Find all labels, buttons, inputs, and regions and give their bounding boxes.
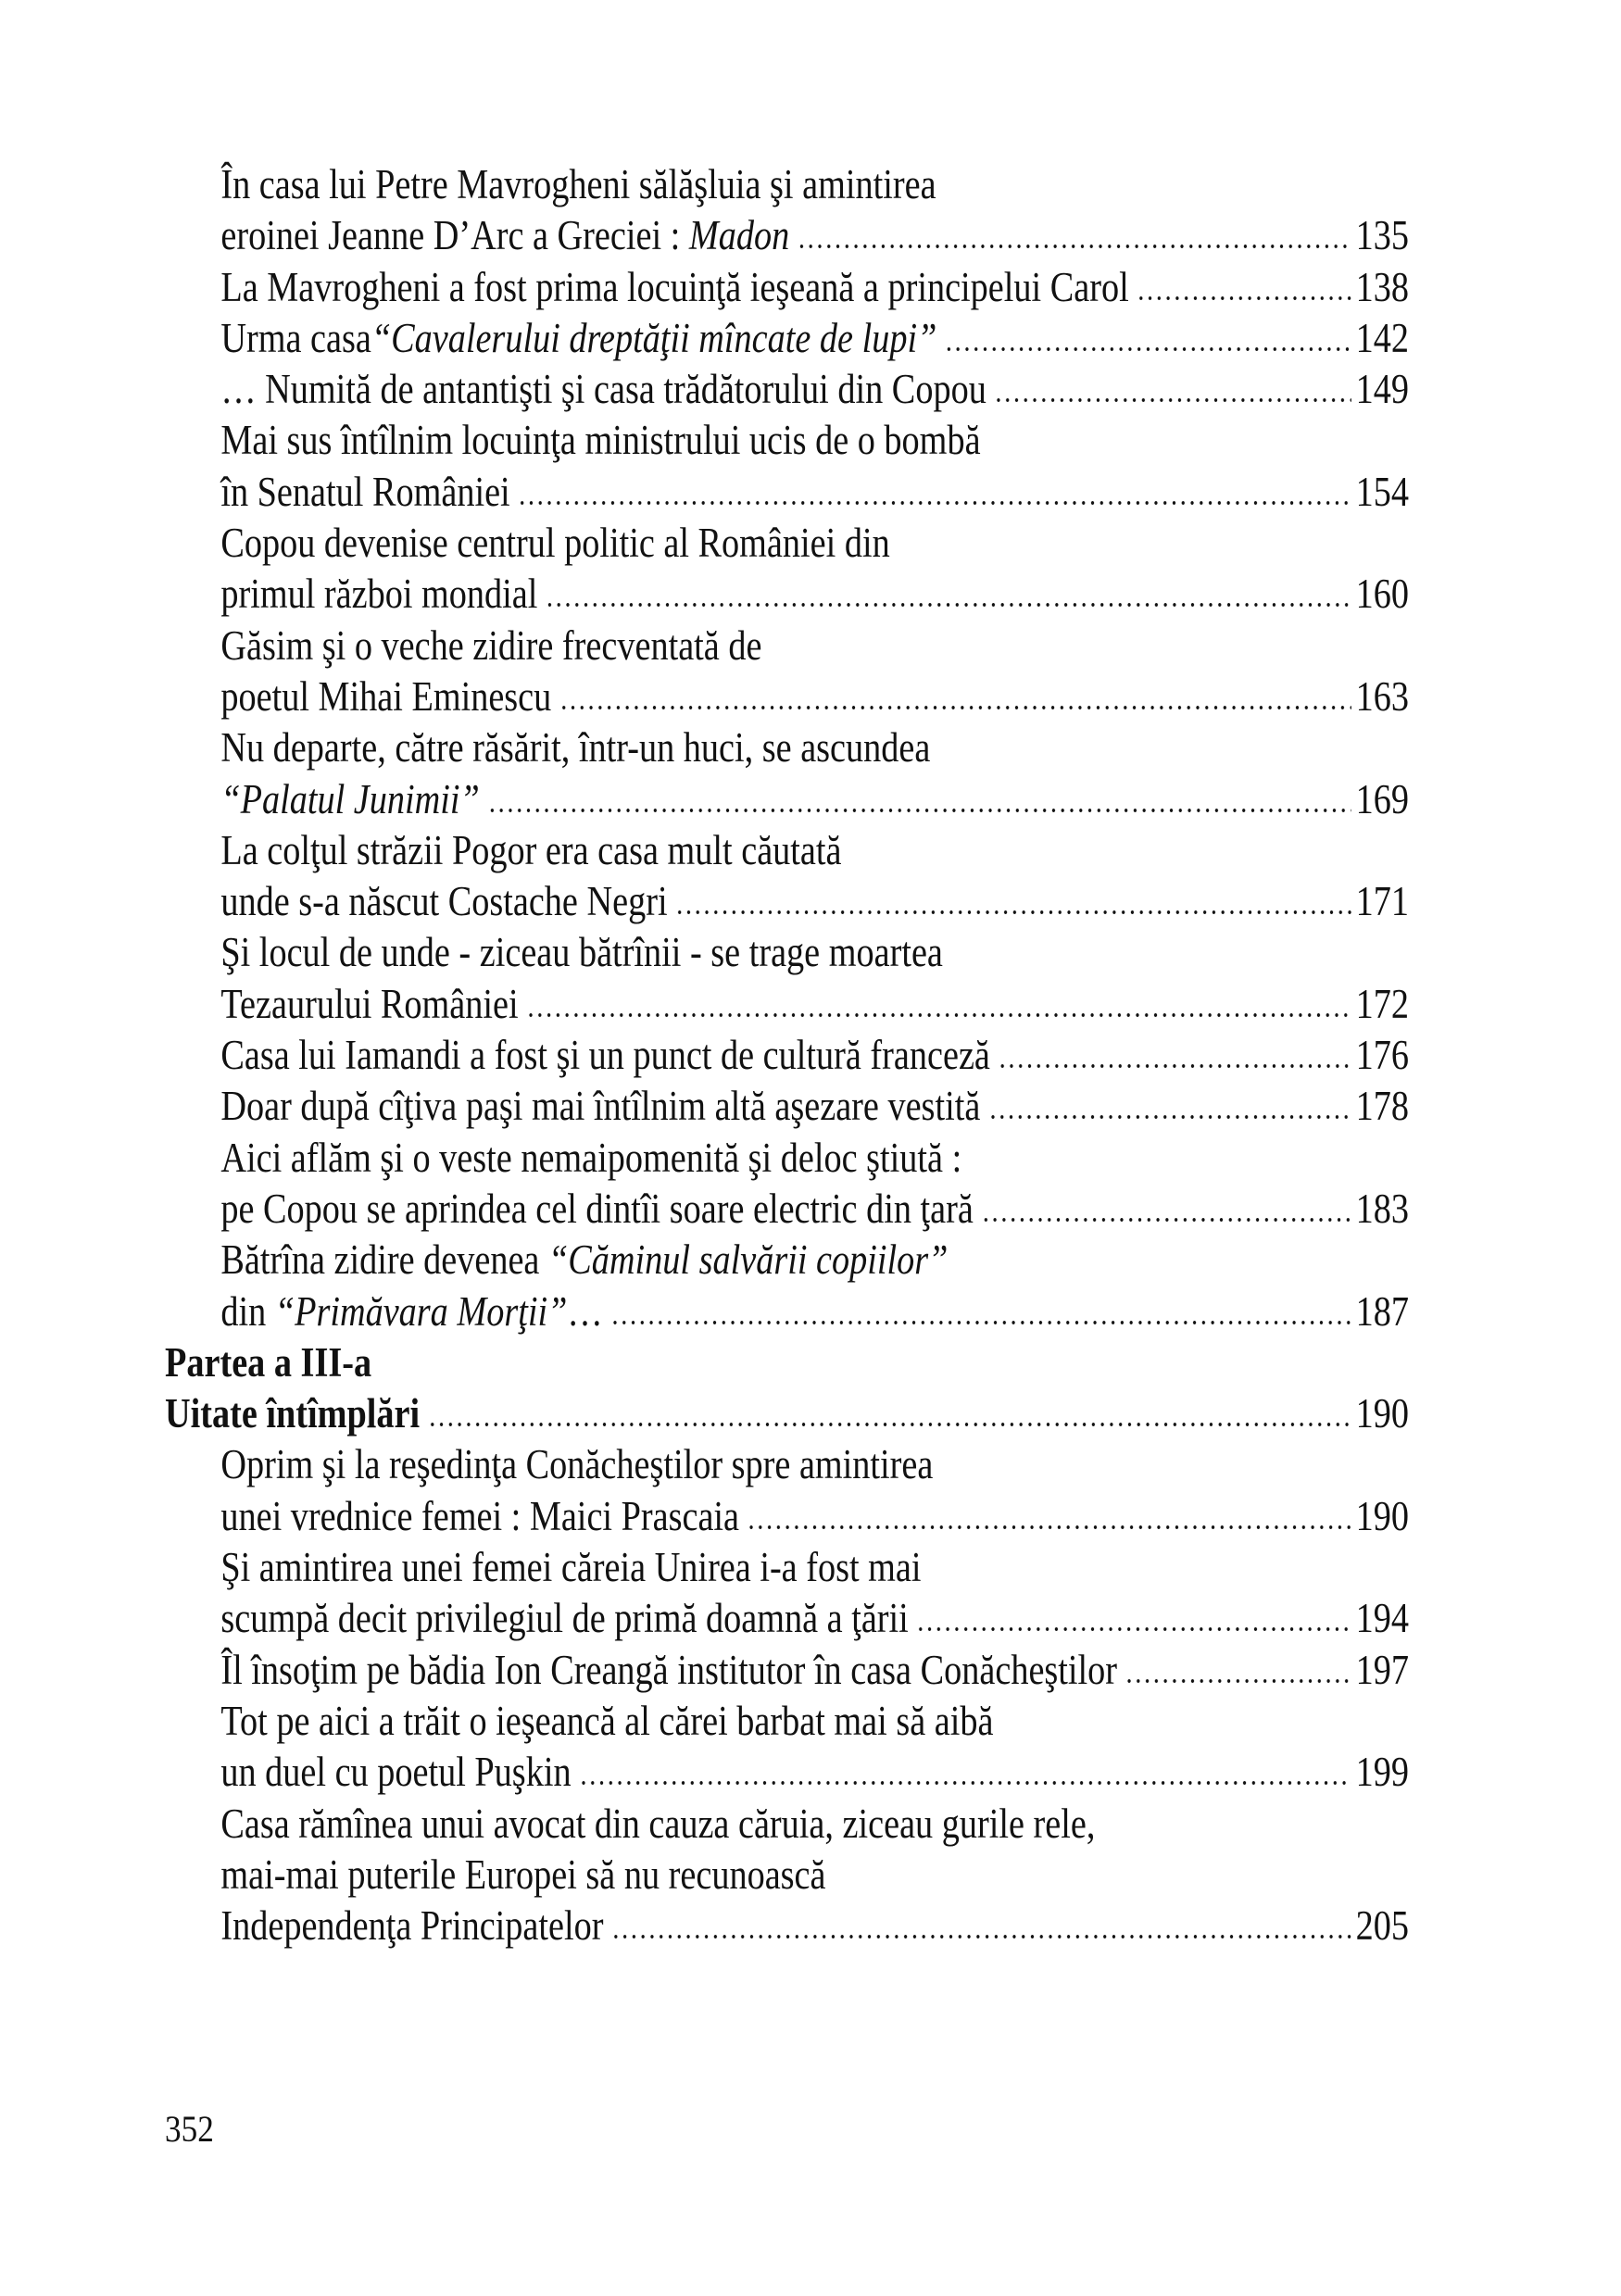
dot-leader bbox=[559, 701, 1351, 710]
entry-title: unde s-a născut Costache Negri bbox=[220, 878, 668, 925]
entry-title: mai-mai puterile Europei să nu recunoască bbox=[220, 1851, 826, 1898]
dot-leader bbox=[675, 906, 1351, 915]
entry-title: pe Copou se aprindea cel dintîi soare electric din ţară bbox=[220, 1185, 974, 1232]
entry-title: La colţul străzii Pogor era casa mult căutată bbox=[220, 826, 842, 873]
entry-title: Partea a III-a bbox=[165, 1338, 372, 1386]
entry-title: Copou devenise centrul politic al României din bbox=[220, 520, 890, 567]
toc-entry-line bbox=[165, 159, 1409, 210]
entry-title: Uitate întîmplări bbox=[165, 1390, 421, 1437]
dot-leader bbox=[945, 343, 1351, 352]
dot-leader bbox=[748, 1521, 1351, 1530]
toc-entry-line bbox=[165, 1645, 1409, 1696]
dot-leader bbox=[546, 598, 1351, 608]
entry-page-number: 199 bbox=[1355, 1749, 1409, 1796]
toc-entry-line bbox=[165, 621, 1409, 671]
toc-entry-line bbox=[165, 1081, 1409, 1132]
entry-title: Tezaurului României bbox=[220, 980, 519, 1027]
toc-entry-line bbox=[165, 1439, 1409, 1490]
entry-page-number: 190 bbox=[1355, 1492, 1409, 1539]
toc-entry-line bbox=[165, 415, 1409, 466]
entry-title: În casa lui Petre Mavrogheni sălăşluia şi amintirea bbox=[220, 161, 936, 207]
entry-page-number: 205 bbox=[1355, 1902, 1409, 1950]
toc-entry-line bbox=[165, 979, 1409, 1030]
dot-leader bbox=[981, 1213, 1351, 1223]
entry-page-number: 138 bbox=[1355, 263, 1409, 310]
page-number: 352 bbox=[165, 2108, 214, 2150]
entry-title: Găsim şi o veche zidire frecventată de bbox=[220, 621, 762, 669]
dot-leader bbox=[1125, 1675, 1351, 1684]
toc-entry-line bbox=[165, 210, 1409, 261]
toc-entry-line bbox=[165, 1133, 1409, 1184]
toc-part-heading bbox=[165, 1337, 1409, 1388]
entry-title-italic: “Cavalerului dreptăţii mîncate de lupi” bbox=[371, 314, 937, 361]
dot-leader bbox=[1137, 292, 1351, 301]
toc-entry-line bbox=[165, 774, 1409, 825]
entry-page-number: 178 bbox=[1355, 1083, 1409, 1130]
entry-page-number: 172 bbox=[1355, 980, 1409, 1027]
toc-entry-line bbox=[165, 313, 1409, 364]
toc-part-heading bbox=[165, 1388, 1409, 1439]
entry-title: … bbox=[567, 1287, 603, 1335]
entry-title-italic: “Căminul salvării copiilor” bbox=[547, 1236, 949, 1284]
entry-title: Bătrîna zidire devenea bbox=[220, 1236, 548, 1284]
entry-page-number: 176 bbox=[1355, 1032, 1409, 1079]
entry-title: Mai sus întîlnim locuinţa ministrului ucis de o bombă bbox=[220, 417, 981, 464]
toc-entry-line bbox=[165, 569, 1409, 620]
toc-entry-line bbox=[165, 1286, 1409, 1337]
toc-entry-line bbox=[165, 364, 1409, 415]
entry-page-number: 135 bbox=[1355, 212, 1409, 259]
toc-entry-line bbox=[165, 1235, 1409, 1286]
dot-leader bbox=[487, 804, 1351, 813]
entry-page-number: 163 bbox=[1355, 672, 1409, 720]
toc-entry-line bbox=[165, 1593, 1409, 1644]
entry-title: Şi amintirea unei femei căreia Unirea i-a fost mai bbox=[220, 1544, 922, 1591]
entry-title-italic: “Palatul Junimii” bbox=[220, 775, 480, 822]
entry-page-number: 197 bbox=[1355, 1646, 1409, 1693]
entry-page-number: 183 bbox=[1355, 1185, 1409, 1232]
entry-title-italic: Madon bbox=[688, 212, 790, 259]
dot-leader bbox=[610, 1316, 1351, 1325]
entry-title: Doar după cîţiva paşi mai întîlnim altă aşezare vestită bbox=[220, 1083, 981, 1130]
dot-leader bbox=[994, 394, 1351, 403]
entry-title: primul război mondial bbox=[220, 571, 538, 618]
toc-entry-line bbox=[165, 876, 1409, 927]
toc-entry-line bbox=[165, 262, 1409, 313]
entry-page-number: 190 bbox=[1355, 1390, 1409, 1437]
toc-entry-line bbox=[165, 1747, 1409, 1798]
dot-leader bbox=[798, 240, 1351, 249]
entry-title: Şi locul de unde - ziceau bătrînii - se trage moartea bbox=[220, 929, 943, 976]
entry-title: Independenţa Principatelor bbox=[220, 1902, 604, 1950]
entry-title: Aici aflăm şi o veste nemaipomenită şi deloc ştiută : bbox=[220, 1134, 962, 1181]
entry-page-number: 169 bbox=[1355, 775, 1409, 822]
entry-title: un duel cu poetul Puşkin bbox=[220, 1749, 572, 1796]
dot-leader bbox=[526, 1009, 1351, 1018]
toc-entry-line bbox=[165, 1542, 1409, 1593]
entry-title-italic: “Primăvara Morţii” bbox=[274, 1287, 568, 1335]
toc-entry-line bbox=[165, 722, 1409, 773]
entry-title: din bbox=[220, 1287, 275, 1335]
entry-title: Îl însoţim pe bădia Ion Creangă institutor în casa Conăcheştilor bbox=[220, 1646, 1118, 1693]
entry-page-number: 171 bbox=[1355, 878, 1409, 925]
toc-entry-line bbox=[165, 825, 1409, 876]
dot-leader bbox=[518, 496, 1351, 506]
toc-entry-line bbox=[165, 1850, 1409, 1901]
dot-leader bbox=[579, 1776, 1351, 1786]
entry-title: Urma casa bbox=[220, 314, 371, 361]
entry-page-number: 194 bbox=[1355, 1595, 1409, 1642]
entry-page-number: 160 bbox=[1355, 571, 1409, 618]
entry-page-number: 142 bbox=[1355, 314, 1409, 361]
toc-entry-line bbox=[165, 1696, 1409, 1747]
dot-leader bbox=[611, 1930, 1351, 1939]
entry-title: Tot pe aici a trăit o ieşeancă al cărei barbat mai să aibă bbox=[220, 1697, 994, 1744]
entry-title: unei vrednice femei : Maici Prascaia bbox=[220, 1492, 740, 1539]
entry-title: poetul Mihai Eminescu bbox=[220, 672, 552, 720]
entry-page-number: 187 bbox=[1355, 1287, 1409, 1335]
table-of-contents bbox=[165, 159, 1409, 1951]
entry-title: scumpă decit privilegiul de primă doamnă a ţării bbox=[220, 1595, 909, 1642]
toc-entry-line bbox=[165, 467, 1409, 518]
entry-title: în Senatul României bbox=[220, 468, 510, 515]
entry-title: … Numită de antantişti şi casa trădătorului din Copou bbox=[220, 366, 986, 413]
toc-entry-line bbox=[165, 671, 1409, 722]
toc-entry-line bbox=[165, 1901, 1409, 1951]
toc-entry-line bbox=[165, 927, 1409, 978]
entry-page-number: 154 bbox=[1355, 468, 1409, 515]
entry-title: Casa rămînea unui avocat din cauza căruia, ziceau gurile rele, bbox=[220, 1800, 1096, 1847]
toc-entry-line bbox=[165, 1491, 1409, 1542]
toc-entry-line bbox=[165, 518, 1409, 569]
entry-title: eroinei Jeanne D’Arc a Greciei : bbox=[220, 212, 689, 259]
dot-leader bbox=[998, 1060, 1351, 1069]
entry-page-number: 149 bbox=[1355, 366, 1409, 413]
entry-title: Nu departe, către răsărit, într-un huci, se ascundea bbox=[220, 724, 931, 772]
toc-entry-line bbox=[165, 1184, 1409, 1235]
dot-leader bbox=[428, 1418, 1351, 1427]
entry-title: La Mavrogheni a fost prima locuinţă ieşeană a principelui Carol bbox=[220, 263, 1129, 310]
toc-entry-line bbox=[165, 1799, 1409, 1850]
toc-entry-line bbox=[165, 1030, 1409, 1081]
entry-title: Oprim şi la reşedinţa Conăcheştilor spre amintirea bbox=[220, 1441, 934, 1488]
entry-title: Casa lui Iamandi a fost şi un punct de cultură franceză bbox=[220, 1032, 990, 1079]
dot-leader bbox=[988, 1110, 1351, 1120]
dot-leader bbox=[916, 1623, 1351, 1632]
